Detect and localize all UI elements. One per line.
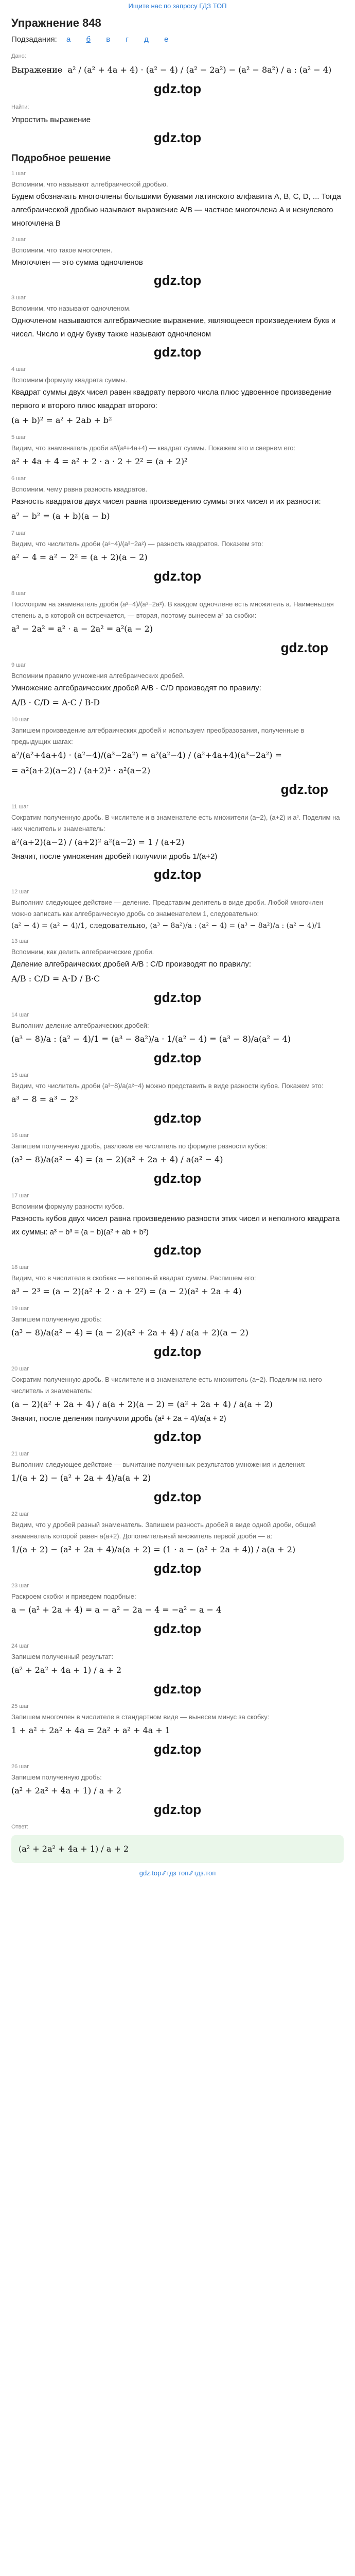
watermark: gdz.top (153, 1429, 202, 1444)
step-text: Значит, после умножения дробей получили дробь 1/(a+2) (11, 852, 218, 861)
step-label: 6 шаг (11, 476, 26, 482)
step-2 (11, 236, 344, 289)
step-label: 1 шаг (11, 171, 26, 177)
step-label: 10 шаг (11, 717, 29, 723)
step-note: Запишем полученный результат: (11, 1653, 114, 1660)
answer-label: Ответ: (11, 1824, 29, 1830)
step-note: Выполним деление алгебраических дробей: (11, 1022, 149, 1029)
step-math: a² + 4a + 4 = a² + 2 · a · 2 + 2² = (a + 2)² (11, 456, 188, 466)
given-expression: Выражение a² / (a² + 4a + 4) · (a² − 4) / (a² − 2a²) − (a² − 8a²) / a : (a² − 4) (11, 65, 332, 75)
subpart-tab-a[interactable]: а (66, 35, 71, 44)
step-label: 12 шаг (11, 889, 29, 895)
step-12 (11, 889, 344, 932)
watermark: gdz.top (153, 81, 202, 96)
step-math: = a²(a+2)(a−2) / (a+2)² · a²(a−2) (11, 766, 151, 775)
step-label: 16 шаг (11, 1132, 29, 1139)
watermark: gdz.top (153, 1681, 202, 1697)
step-math: a²/(a²+4a+4) · (a²−4)/(a³−2a²) = a²(a²−4) / (a²+4a+4)(a³−2a²) = (11, 750, 282, 760)
watermark: gdz.top (153, 990, 202, 1005)
step-19 (11, 1306, 344, 1360)
step-note: Вспомним правило умножения алгебраических дробей. (11, 672, 185, 680)
page-title: Упражнение 848 (11, 16, 101, 29)
find-label: Найти: (11, 104, 29, 110)
step-label: 3 шаг (11, 295, 26, 301)
watermark: gdz.top (153, 1802, 202, 1817)
step-label: 18 шаг (11, 1264, 29, 1270)
step-note: Вспомним, как делить алгебраические дроби. (11, 948, 154, 956)
subpart-tab-b[interactable]: б (86, 35, 91, 44)
step-3 (11, 295, 344, 360)
step-label: 26 шаг (11, 1764, 29, 1770)
step-note: Раскроем скобки и приведем подобные: (11, 1592, 136, 1600)
step-label: 25 шаг (11, 1703, 29, 1709)
step-8 (11, 590, 344, 656)
step-note: Вспомним, что называют алгебраической дробью. (11, 180, 168, 188)
step-math: 1/(a + 2) − (a² + 2a + 4)/a(a + 2) = (1 · a − (a² + 2a + 4)) / a(a + 2) (11, 1545, 296, 1554)
step-math: (a³ − 8)/a : (a² − 4)/1 = (a³ − 8a²)/a · 1/(a² − 4) = (a³ − 8)/a(a² − 4) (11, 1034, 291, 1044)
step-note: Вспомним, чему равна разность квадратов. (11, 485, 148, 493)
step-16 (11, 1132, 344, 1187)
step-math: (a − 2)(a² + 2a + 4) / a(a + 2)(a − 2) = (a² + 2a + 4) / a(a + 2) (11, 1399, 273, 1409)
step-label: 11 шаг (11, 804, 29, 810)
step-25 (11, 1703, 344, 1757)
watermark: gdz.top (153, 1489, 202, 1504)
step-label: 8 шаг (11, 590, 26, 597)
step-note: Видим, что числитель дроби (a³−8)/a(a²−4) можно представить в виде разности кубов. Покажем это: (11, 1082, 324, 1090)
step-note: Сократим полученную дробь. В числителе и в знаменателе есть множитель (a−2). Поделим на него числитель и знаменатель: (11, 1376, 322, 1395)
watermark: gdz.top (153, 1344, 202, 1359)
search-hint-link[interactable]: Ищите нас по запросу ГДЗ ТОП (128, 2, 227, 10)
step-21 (11, 1451, 344, 1505)
step-note: Запишем полученную дробь, разложив ее числитель по формуле разности кубов: (11, 1142, 268, 1150)
solution-title: Подробное решение (11, 153, 111, 164)
step-math: (a² + 2a² + 4a + 1) / a + 2 (11, 1786, 122, 1795)
step-math: 1 + a² + 2a² + 4a = 2a² + a² + 4a + 1 (11, 1725, 171, 1735)
watermark: gdz.top (280, 640, 328, 655)
watermark: gdz.top (153, 1171, 202, 1186)
step-text: Умножение алгебраических дробей A/B · C/D производят по правилу: (11, 684, 261, 692)
step-label: 14 шаг (11, 1012, 29, 1018)
step-text: Многочлен — это сумма одночленов (11, 258, 143, 267)
step-math: 1/(a + 2) − (a² + 2a + 4)/a(a + 2) (11, 1473, 151, 1483)
footer-links[interactable]: gdz.top ⁄⁄ гдз топ ⁄⁄ гдз.топ (139, 1869, 216, 1877)
step-label: 19 шаг (11, 1306, 29, 1312)
step-note: Выполним следующее действие — деление. Представим делитель в виде дроби. Любой многочлен можно записать как алгебраическую дробь со знаменателем 1, следовательно: (11, 899, 323, 918)
step-text: Будем обозначать многочлены большими буквами латинского алфавита A, B, C, D, ... Тогда алгебраической дробью называют выражение A/B — частное многочлена A и ненулевого многочлена B (11, 192, 341, 228)
step-note: Вспомним формулу квадрата суммы. (11, 376, 128, 384)
step-note: Вспомним формулу разности кубов. (11, 1202, 125, 1210)
subpart-tab-v[interactable]: в (106, 35, 111, 44)
subpart-tab-g[interactable]: г (126, 35, 129, 44)
subparts-label: Подзадания: (11, 35, 57, 44)
step-label: 17 шаг (11, 1193, 29, 1199)
subpart-tab-d[interactable]: д (144, 35, 149, 44)
step-label: 13 шаг (11, 938, 29, 944)
step-5 (11, 434, 344, 469)
step-note: Видим, что числитель дроби (a²−4)/(a³−2a²) — разность квадратов. Покажем это: (11, 540, 263, 548)
step-10 (11, 717, 344, 798)
step-note: Вспомним, что называют одночленом. (11, 304, 131, 312)
step-text: Значит, после деления получили дробь (a² + 2a + 4)/a(a + 2) (11, 1414, 226, 1423)
subpart-tab-e[interactable]: е (164, 35, 169, 44)
step-note: Видим, что знаменатель дроби a²/(a²+4a+4) — квадрат суммы. Покажем это и свернем его: (11, 444, 296, 452)
step-note: Видим, что у дробей разный знаменатель. Запишем разность дробей в виде одной дроби, общий знаменатель которой равен a(a+2). Дополнительный множитель первой дроби — a: (11, 1521, 316, 1540)
step-note: Посмотрим на знаменатель дроби (a²−4)/(a³−2a²). В каждом одночлене есть множитель a. Наименьшая степень a, в которой он встречается, — вторая, поэтому вынесем a² за скобки: (11, 600, 334, 619)
answer-math: (a² + 2a² + 4a + 1) / a + 2 (19, 1844, 129, 1854)
step-note: Запишем полученную дробь: (11, 1773, 102, 1781)
step-math: (a² − 4) = (a² − 4)/1, следовательно, (a³ − 8a²)/a : (a² − 4) = (a³ − 8a²)/a : (a² − 4)/1 (11, 922, 322, 930)
step-label: 24 шаг (11, 1643, 29, 1649)
step-math: a² − 4 = a² − 2² = (a + 2)(a − 2) (11, 552, 148, 562)
step-note: Сократим полученную дробь. В числителе и в знаменателе есть множители (a−2), (a+2) и a². Поделим на них числитель и знаменатель: (11, 814, 340, 833)
step-4 (11, 366, 344, 428)
step-note: Запишем полученную дробь: (11, 1315, 102, 1323)
step-text: Деление алгебраических дробей A/B : C/D производят по правилу: (11, 960, 252, 969)
given-section (11, 53, 344, 97)
step-13 (11, 938, 344, 1006)
step-note: Вспомним, что такое многочлен. (11, 246, 113, 254)
step-11 (11, 804, 344, 883)
watermark: gdz.top (280, 782, 328, 797)
formula-square-sum: (a + b)² = a² + 2ab + b² (11, 415, 112, 425)
step-text: Квадрат суммы двух чисел равен квадрату первого числа плюс удвоенное произведение первого и второго плюс квадрат второго: (11, 388, 332, 410)
find-section (11, 104, 344, 146)
step-label: 20 шаг (11, 1366, 29, 1372)
watermark: gdz.top (153, 1621, 202, 1636)
step-23 (11, 1583, 344, 1637)
watermark: gdz.top (153, 273, 202, 288)
formula-diff-squares: a² − b² = (a + b)(a − b) (11, 511, 110, 521)
watermark: gdz.top (153, 1050, 202, 1065)
find-text: Упростить выражение (11, 115, 91, 124)
watermark: gdz.top (153, 1741, 202, 1757)
given-label: Дано: (11, 53, 26, 59)
step-label: 23 шаг (11, 1583, 29, 1589)
step-math: (a² + 2a² + 4a + 1) / a + 2 (11, 1665, 122, 1675)
step-text: Одночленом называются алгебраические выражение, являющееся произведением букв и чисел. Число и одну букву также называют одночленом (11, 316, 336, 338)
watermark: gdz.top (153, 344, 202, 360)
step-note: Запишем произведение алгебраических дробей и используем преобразования, полученные в предыдущих шагах: (11, 726, 305, 745)
step-note: Запишем многочлен в числителе в стандартном виде — вынесем минус за скобку: (11, 1713, 270, 1721)
watermark: gdz.top (153, 1242, 202, 1258)
step-label: 15 шаг (11, 1072, 29, 1078)
step-6 (11, 476, 344, 524)
step-15 (11, 1072, 344, 1126)
formula-divide-fractions: A/B : C/D = A·D / B·C (11, 974, 100, 984)
step-math: a²(a+2)(a−2) / (a+2)² a²(a−2) = 1 / (a+2) (11, 837, 185, 847)
step-22 (11, 1511, 344, 1577)
step-label: 9 шаг (11, 662, 26, 668)
watermark: gdz.top (153, 568, 202, 584)
step-7 (11, 530, 344, 584)
step-label: 5 шаг (11, 434, 26, 440)
step-math: a³ − 2a² = a² · a − 2a² = a²(a − 2) (11, 624, 153, 634)
step-text: Разность квадратов двух чисел равна произведению суммы этих чисел и их разности: (11, 497, 321, 506)
watermark: gdz.top (153, 1561, 202, 1576)
subparts-bar (11, 35, 344, 44)
step-math: a³ − 8 = a³ − 2³ (11, 1094, 78, 1104)
step-text: Разность кубов двух чисел равна произведению разности этих чисел и неполного квадрата их суммы: a³ − b³ = (a − b)(a² + ab + b²) (11, 1214, 340, 1236)
step-label: 2 шаг (11, 236, 26, 243)
step-math: (a³ − 8)/a(a² − 4) = (a − 2)(a² + 2a + 4) / a(a + 2)(a − 2) (11, 1328, 248, 1337)
step-14 (11, 1012, 344, 1066)
formula-multiply-fractions: A/B · C/D = A·C / B·D (11, 698, 100, 707)
step-math: a − (a² + 2a + 4) = a − a² − 2a − 4 = −a² − a − 4 (11, 1605, 222, 1615)
step-note: Видим, что в числителе в скобках — неполный квадрат суммы. Распишем его: (11, 1274, 256, 1282)
step-math: (a³ − 8)/a(a² − 4) = (a − 2)(a² + 2a + 4) / a(a² − 4) (11, 1155, 223, 1164)
step-26 (11, 1764, 344, 1818)
step-note: Выполним следующее действие — вычитание полученных результатов умножения и деления: (11, 1461, 306, 1468)
step-24 (11, 1643, 344, 1697)
step-label: 4 шаг (11, 366, 26, 372)
watermark: gdz.top (153, 867, 202, 882)
answer-box (11, 1835, 344, 1863)
step-label: 22 шаг (11, 1511, 29, 1517)
step-20 (11, 1366, 344, 1445)
watermark: gdz.top (153, 130, 202, 145)
watermark: gdz.top (153, 1110, 202, 1126)
step-9 (11, 662, 344, 710)
step-label: 7 шаг (11, 530, 26, 536)
step-17 (11, 1193, 344, 1258)
step-1 (11, 171, 344, 230)
step-label: 21 шаг (11, 1451, 29, 1457)
step-math: a³ − 2³ = (a − 2)(a² + 2 · a + 2²) = (a − 2)(a² + 2a + 4) (11, 1286, 242, 1296)
step-18 (11, 1264, 344, 1299)
